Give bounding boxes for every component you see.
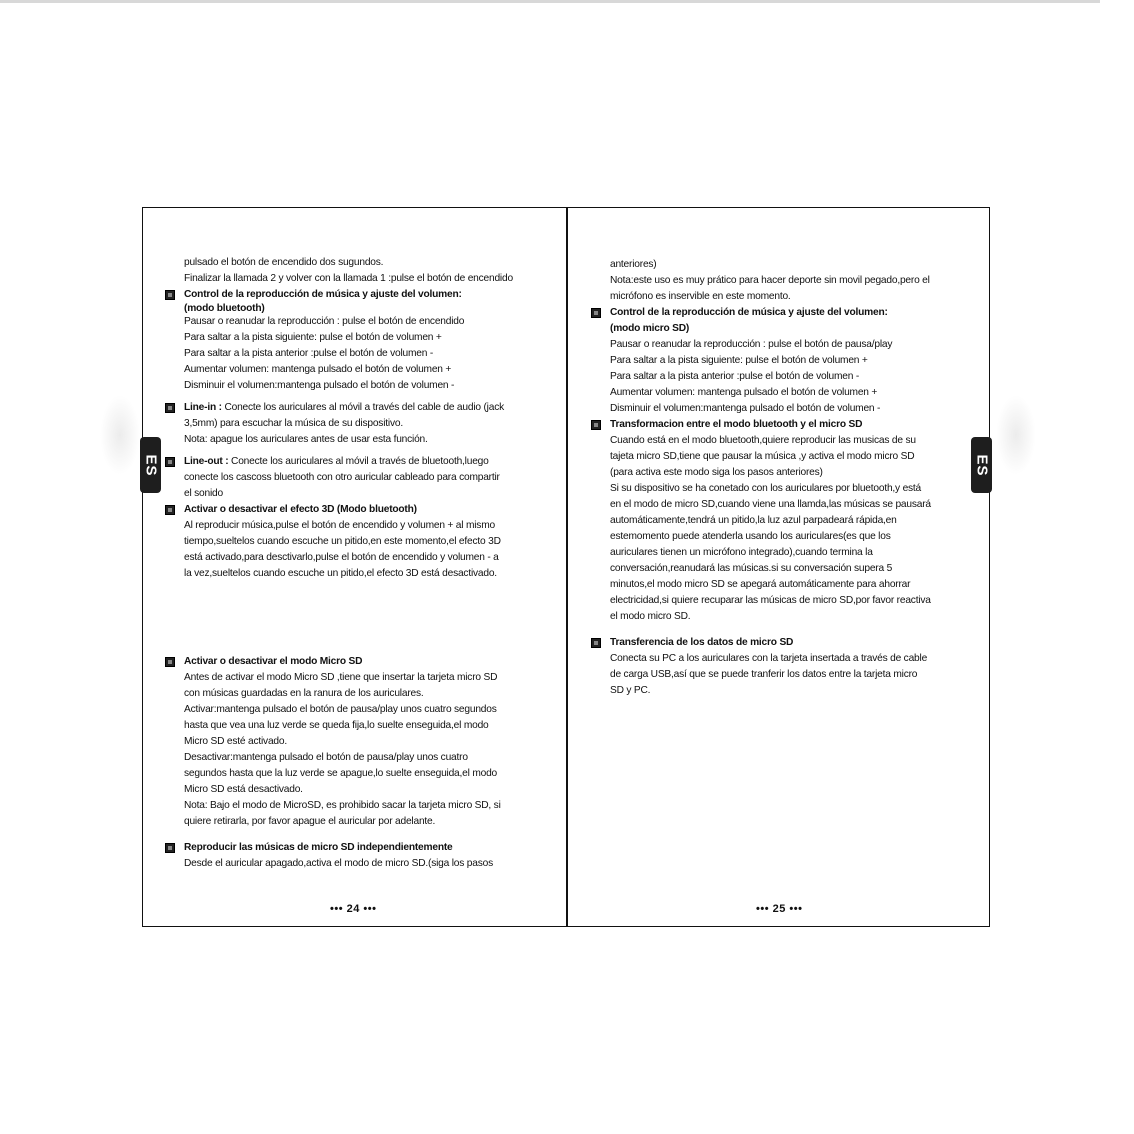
text-line: tiempo,sueltelos cuando escuche un pitido,en este momento,el efecto 3D (184, 536, 501, 547)
text-line: Conecta su PC a los auriculares con la tarjeta insertada a través de cable (610, 653, 928, 664)
text-line: Si su dispositivo se ha conetado con los auriculares por bluetooth,y está (610, 483, 922, 494)
text-line: conecte los cascoss bluetooth con otro auricular cableado para compartir (184, 472, 500, 483)
text-line: Aumentar volumen: mantenga pulsado el botón de volumen + (610, 387, 878, 398)
text-line: Para saltar a la pista siguiente: pulse el botón de volumen + (184, 332, 442, 343)
text-line: Pausar o reanudar la reproducción : pulse el botón de encendido (184, 316, 465, 327)
bullet-square-icon (591, 638, 601, 648)
text-line: Desactivar:mantenga pulsado el botón de pausa/play unos cuatro (184, 752, 468, 763)
section-heading: Transferencia de los datos de micro SD (610, 635, 975, 651)
text-line: auriculares tienen un micrófono integrado),cuando termina la (610, 547, 873, 558)
text-line: Para saltar a la pista anterior :pulse el botón de volumen - (610, 371, 860, 382)
section-heading-sub: (modo micro SD) (610, 323, 690, 334)
text-line: Activar:mantenga pulsado el botón de pausa/play unos cuatro segundos (184, 704, 497, 715)
language-tab-right: ES (971, 437, 992, 493)
section-heading: Transformacion entre el modo bluetooth y el micro SD (610, 417, 975, 433)
bullet-square-icon (165, 505, 175, 515)
text-line: quiere retirarla, por favor apague el auricular por adelante. (184, 816, 436, 827)
text-line: Nota: apague los auriculares antes de usar esta función. (184, 434, 428, 445)
right-page-text (610, 257, 975, 699)
bullet-square-icon (591, 308, 601, 318)
bullet-square-icon (165, 290, 175, 300)
text-line: Aumentar volumen: mantenga pulsado el botón de volumen + (184, 364, 452, 375)
bullet-square-icon (165, 657, 175, 667)
language-tab-left: ES (140, 437, 161, 493)
text-line: está activado,para desctivarlo,pulse el botón de encendido y volumen - a (184, 552, 499, 563)
page-shadow-right (996, 395, 1036, 475)
page-shadow-left (100, 395, 140, 475)
bullet-square-icon (165, 403, 175, 413)
section-heading: Activar o desactivar el efecto 3D (Modo bluetooth) (184, 502, 554, 518)
section-heading: Control de la reproducción de música y ajuste del volumen: (184, 287, 554, 303)
page-number-right: ••• 25 ••• (756, 903, 803, 915)
section-heading: Reproducir las músicas de micro SD independientemente (184, 840, 554, 856)
text-line: 3,5mm) para escuchar la música de su dispositivo. (184, 418, 403, 429)
page-number-left: ••• 24 ••• (330, 903, 377, 915)
text-line: hasta que vea una luz verde se queda fija,lo suelte enseguida,el modo (184, 720, 489, 731)
text-line: Nota:este uso es muy prático para hacer deporte sin movil pegado,pero el (610, 275, 930, 286)
text-line: Nota: Bajo el modo de MicroSD, es prohibido sacar la tarjeta micro SD, si (184, 800, 501, 811)
section-line-out: Line-out : Conecte los auriculares al móvil a través de bluetooth,luego (184, 454, 554, 470)
text-line: Finalizar la llamada 2 y volver con la llamada 1 :pulse el botón de encendido (184, 273, 513, 284)
text-line: minutos,el modo micro SD se apegará automáticamente para ahorrar (610, 579, 911, 590)
text-line: automáticamente,tendrá un pitido,la luz azul parpadeará rápida,en (610, 515, 897, 526)
top-edge-line (0, 0, 1100, 3)
text-line: Desde el auricular apagado,activa el modo de micro SD.(siga los pasos (184, 858, 493, 869)
bullet-square-icon (165, 843, 175, 853)
text-line: Disminuir el volumen:mantenga pulsado el botón de volumen - (184, 380, 455, 391)
text-line: Micro SD está desactivado. (184, 784, 303, 795)
text-line: la vez,sueltelos cuando escuche un pitido,el efecto 3D está desactivado. (184, 568, 497, 579)
bullet-square-icon (165, 457, 175, 467)
section-heading: Control de la reproducción de música y ajuste del volumen: (610, 305, 975, 321)
left-page-text (184, 255, 554, 872)
text-line: Micro SD esté activado. (184, 736, 287, 747)
text-line: estemomento puede atenderla usando los auriculares(es que los (610, 531, 891, 542)
section-heading-sub: (modo bluetooth) (184, 303, 265, 314)
text-line: SD y PC. (610, 685, 651, 696)
text-line: Cuando está en el modo bluetooth,quiere reproducir las musicas de su (610, 435, 916, 446)
text-line: con músicas guardadas en la ranura de los auriculares. (184, 688, 424, 699)
text-line: de carga USB,así que se puede tranferir los datos entre la tarjeta micro (610, 669, 918, 680)
text-line: segundos hasta que la luz verde se apague,lo suelte enseguida,el modo (184, 768, 498, 779)
text-line: micrófono es inservible en este momento. (610, 291, 791, 302)
section-line-in: Line-in : Conecte los auriculares al móvil a través del cable de audio (jack (184, 400, 554, 416)
text-line: conversación,reanudará las músicas.si su conversación supera 5 (610, 563, 893, 574)
text-line: en el modo de micro SD,cuando viene una llamda,las músicas se pausará (610, 499, 931, 510)
text-line: el sonido (184, 488, 223, 499)
bullet-square-icon (591, 420, 601, 430)
text-line: Para saltar a la pista siguiente: pulse el botón de volumen + (610, 355, 868, 366)
page-divider (566, 207, 568, 927)
text-line: anteriores) (610, 259, 657, 270)
text-line: Al reproducir música,pulse el botón de encendido y volumen + al mismo (184, 520, 495, 531)
text-line: pulsado el botón de encendido dos sugundos. (184, 257, 384, 268)
text-line: Pausar o reanudar la reproducción : pulse el botón de pausa/play (610, 339, 893, 350)
text-line: Para saltar a la pista anterior :pulse el botón de volumen - (184, 348, 434, 359)
text-line: Antes de activar el modo Micro SD ,tiene que insertar la tarjeta micro SD (184, 672, 498, 683)
text-line: tajeta micro SD,tiene que pausar la música ,y activa el modo micro SD (610, 451, 915, 462)
section-heading: Activar o desactivar el modo Micro SD (184, 654, 554, 670)
text-line: el modo micro SD. (610, 611, 691, 622)
text-line: electricidad,si quiere recuparar las músicas de micro SD,por favor reactiva (610, 595, 931, 606)
text-line: Disminuir el volumen:mantenga pulsado el botón de volumen - (610, 403, 881, 414)
text-line: (para activa este modo siga los pasos anteriores) (610, 467, 823, 478)
